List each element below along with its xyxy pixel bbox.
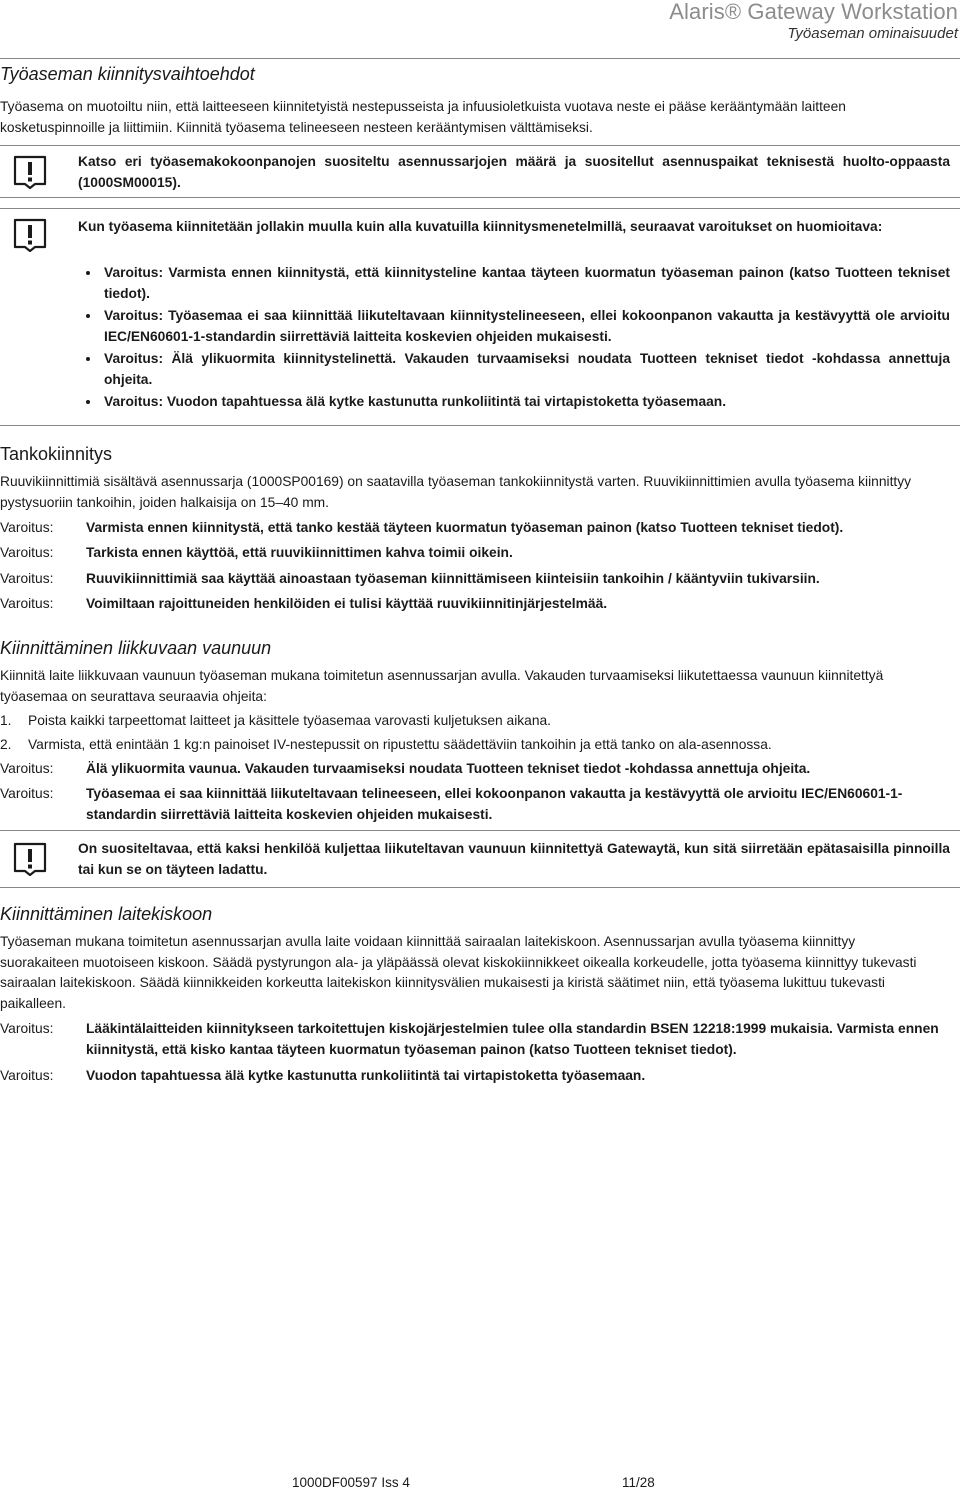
heading-pole-mounting: Tankokiinnitys <box>0 444 113 464</box>
step-number: 1. <box>0 713 12 728</box>
warning-icon <box>13 155 47 189</box>
note-service-manual: Katso eri työasemakokoonpanojen suositeltu asennussarjojen määrä ja suositellut asennuspaikat teknisestä huolto-oppaasta (1000SM00015). <box>78 154 950 190</box>
warning-label: Varoitus: <box>0 761 54 776</box>
warning-label: Varoitus: <box>0 1068 54 1083</box>
warning-text: Työasemaa ei saa kiinnittää liikuteltavaan telineeseen, ellei kokoonpanon vakautta ja kestävyyttä ole arvioitu IEC/EN60601-1-standardin siirrettäviä laitteita koskevien ohjeiden mukaisesti. <box>86 786 903 822</box>
step-text: Varmista, että enintään 1 kg:n painoiset IV-nestepussit on ripustettu säädettäviin tankoihin ja että tanko on ala-asennossa. <box>28 737 772 752</box>
warning-text: Varmista ennen kiinnitystä, että tanko kestää täyteen kuormatun työaseman painon (katso Tuotteen tekniset tiedot). <box>86 520 844 535</box>
warning-text: Vuodon tapahtuessa älä kytke kastunutta runkoliitintä tai virtapistoketta työasemaan. <box>86 1068 646 1083</box>
warning-label: Varoitus: <box>0 1021 54 1036</box>
product-title: Alaris® Gateway Workstation <box>669 0 958 24</box>
cart-mounting-intro: Kiinnitä laite liikkuvaan vaunuun työaseman mukana toimitetun asennussarjan avulla. Vakauden turvaamiseksi liikutettaessa vaunuun kiinnitettyä työasemaa on seurattava seuraavia ohjeita: <box>0 668 884 704</box>
heading-cart-mounting: Kiinnittäminen liikkuvaan vaunuun <box>0 638 272 658</box>
warning-label: Varoitus: <box>0 545 54 560</box>
mounting-warning-list <box>86 263 950 415</box>
note-other-mounting-lead: Kun työasema kiinnitetään jollakin muulla kuin alla kuvatuilla kiinnitysmenetelmillä, seuraavat varoitukset on huomioitava: <box>78 219 883 234</box>
note-box-service-manual <box>0 145 960 198</box>
note-box-other-mounting <box>0 208 960 426</box>
header-divider <box>0 58 960 59</box>
warning-text: Tarkista ennen käyttöä, että ruuvikiinnittimen kahva toimii oikein. <box>86 545 513 560</box>
warning-icon <box>13 218 47 252</box>
warning-text: Lääkintälaitteiden kiinnitykseen tarkoitettujen kiskojärjestelmien tulee olla standardin BSEN 12218:1999 mukaisia. Varmista ennen kiinnitystä, että kisko kantaa täyteen kuormatun työaseman painon (katso Tuotteen tekniset tiedot). <box>86 1021 939 1057</box>
warning-text: Ruuvikiinnittimiä saa käyttää ainoastaan työaseman kiinnittämiseen kiinteisiin tankoihin / kääntyviin tukivarsiin. <box>86 571 820 586</box>
heading-rail-mounting: Kiinnittäminen laitekiskoon <box>0 904 213 924</box>
list-item: Varoitus: Työasemaa ei saa kiinnittää liikuteltavaan kiinnitystelineeseen, ellei kokoonpanon vakautta ja kestävyyttä ole arvioitu IEC/EN60601-1-standardin siirrettäviä laitteita koskevien ohjeiden mukaisesti. <box>86 306 950 347</box>
note-box-cart-transport <box>0 830 960 888</box>
heading-mounting-options: Työaseman kiinnitysvaihtoehdot <box>0 64 255 84</box>
warning-label: Varoitus: <box>0 571 54 586</box>
step-text: Poista kaikki tarpeettomat laitteet ja käsittele työasemaa varovasti kuljetuksen aikana. <box>28 713 552 728</box>
warning-text: Voimiltaan rajoittuneiden henkilöiden ei tulisi käyttää ruuvikiinnitinjärjestelmää. <box>86 596 608 611</box>
rail-mounting-intro: Työaseman mukana toimitetun asennussarjan avulla laite voidaan kiinnittää sairaalan laitekiskoon. Asennussarjan avulla työasema kiinnittyy suorakaiteen muotoiseen kiskoon. Säädä pystyrungon ala- ja yläpäässä olevat kiskokiinnikkeet oikealla korkeudelle, jotta työasema kiinnittyy tukevasti sairaalan laitekiskoon. Säädä kiinnikkeiden korkeutta laitekiskon kiinnitysvälien mukaisesti ja kiristä säätimet niin, että työasema lukittuu tukevasti paikalleen. <box>0 934 917 1011</box>
step-number: 2. <box>0 737 12 752</box>
mounting-intro: Työasema on muotoiltu niin, että laitteeseen kiinnitetyistä nestepusseista ja infuusioletkuista vuotava neste ei pääse kerääntymään laitteen kosketuspinnoille ja liittimiin. Kiinnitä työasema telineeseen nesteen kerääntymisen välttämiseksi. <box>0 99 846 135</box>
warning-label: Varoitus: <box>0 520 54 535</box>
pole-mounting-intro: Ruuvikiinnittimiä sisältävä asennussarja (1000SP00169) on saatavilla työaseman tankokiinnitystä varten. Ruuvikiinnittimien avulla työasema kiinnittyy pystysuoriin tankoihin, joiden halkaisija on 15–40 mm. <box>0 474 912 510</box>
warning-label: Varoitus: <box>0 786 54 801</box>
warning-icon <box>13 842 47 876</box>
note-cart-transport: On suositeltavaa, että kaksi henkilöä kuljettaa liikuteltavan vaunuun kiinnitettyä Gatewaytä, kun sitä siirretään epätasaisilla pinnoilla tai kun se on täyteen ladattu. <box>78 841 950 877</box>
document-number: 1000DF00597 Iss 4 <box>292 1475 410 1490</box>
page-number: 11/28 <box>622 1475 655 1490</box>
warning-label: Varoitus: <box>0 596 54 611</box>
list-item: Varoitus: Älä ylikuormita kiinnitystelinettä. Vakauden turvaamiseksi noudata Tuotteen tekniset tiedot -kohdassa annettuja ohjeita. <box>86 349 950 390</box>
warning-text: Älä ylikuormita vaunua. Vakauden turvaamiseksi noudata Tuotteen tekniset tiedot -kohdassa annettuja ohjeita. <box>86 761 811 776</box>
list-item: Varoitus: Vuodon tapahtuessa älä kytke kastunutta runkoliitintä tai virtapistoketta työasemaan. <box>86 392 950 413</box>
list-item: Varoitus: Varmista ennen kiinnitystä, että kiinnitysteline kantaa täyteen kuormatun työaseman painon (katso Tuotteen tekniset tiedot). <box>86 263 950 304</box>
section-title: Työaseman ominaisuudet <box>787 25 958 42</box>
